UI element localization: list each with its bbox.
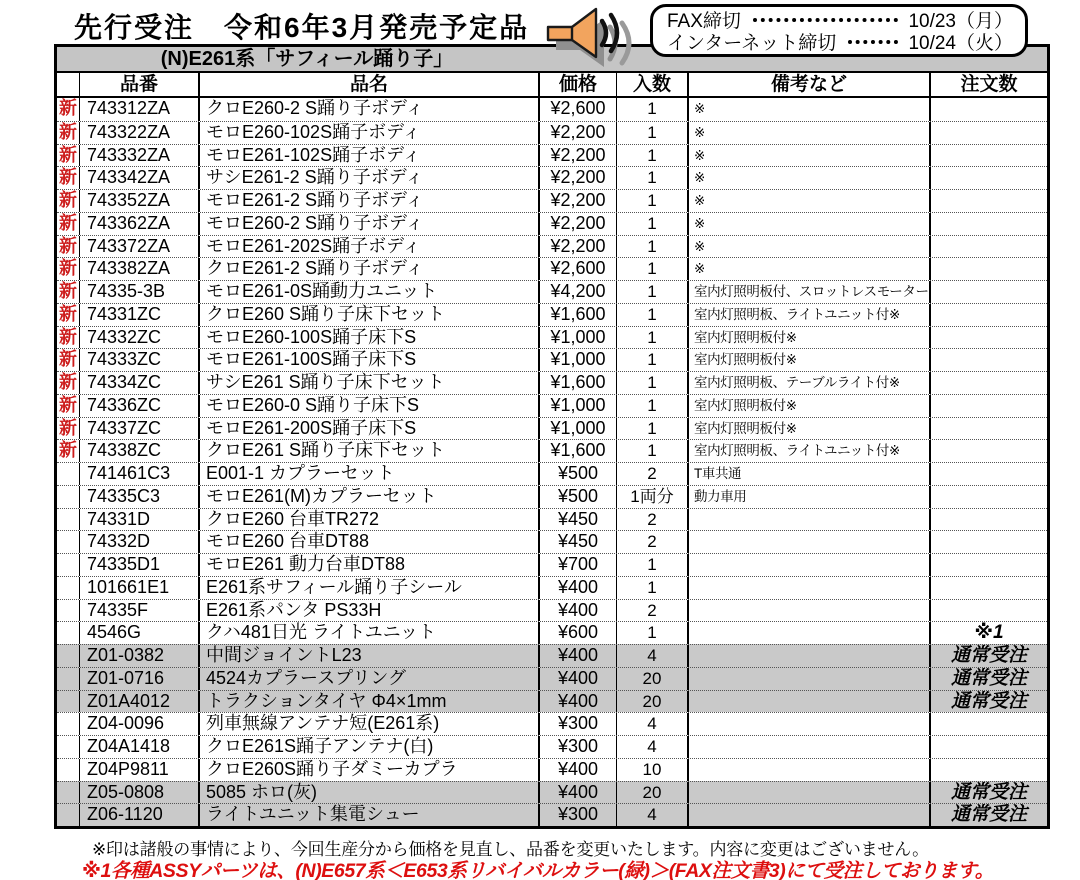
order-quantity-cell[interactable] [931,736,1047,758]
item-note: ※ [689,98,931,121]
item-pack-quantity: 1 [617,122,689,144]
item-pack-quantity: 2 [617,531,689,553]
col-header-part-number: 品番 [80,73,200,96]
item-note [689,782,931,804]
item-note [689,531,931,553]
order-quantity-cell[interactable] [931,122,1047,144]
item-name: 4524カプラースプリング [200,668,540,690]
item-price: ¥600 [540,622,617,644]
item-price: ¥500 [540,486,617,508]
item-pack-quantity: 1 [617,236,689,258]
new-badge [57,554,80,576]
item-pack-quantity: 1 [617,213,689,235]
internet-deadline-row [667,31,1013,53]
item-code: Z01A4012 [80,691,200,713]
col-header-new-marker [57,73,80,96]
table-row [57,462,1047,485]
item-price: ¥1,000 [540,349,617,371]
megaphone-svg [544,3,648,69]
order-quantity-cell[interactable] [931,600,1047,622]
item-note: 動力車用 [689,486,931,508]
table-row [57,144,1047,167]
item-name: モロE260-100S踊子床下S [200,327,540,349]
item-name: モロE260-102S踊子ボディ [200,122,540,144]
table-row [57,712,1047,735]
new-badge [57,668,80,690]
item-note: 室内灯照明板付※ [689,418,931,440]
item-name: クロE260-2 S踊り子ボディ [200,98,540,121]
item-price: ¥400 [540,782,617,804]
item-pack-quantity: 1 [617,372,689,394]
item-note [689,554,931,576]
order-quantity-cell[interactable]: 通常受注 [950,645,1027,666]
fax-deadline-label: FAX締切 [667,11,741,32]
col-header-product-name: 品名 [200,73,540,96]
table-row [57,280,1047,303]
item-price: ¥2,200 [540,145,617,167]
order-quantity-cell[interactable] [931,440,1047,462]
new-badge: 新 [57,440,80,462]
product-order-table [54,44,1050,829]
item-price: ¥1,000 [540,395,617,417]
item-price: ¥1,000 [540,418,617,440]
megaphone-icon [544,3,648,69]
item-pack-quantity: 1 [617,167,689,189]
item-price: ¥400 [540,645,617,667]
order-quantity-cell[interactable]: ※1 [974,622,1004,644]
item-note [689,736,931,758]
order-quantity-cell[interactable] [931,281,1047,303]
item-note [689,691,931,713]
item-pack-quantity: 2 [617,509,689,531]
item-note: 室内灯照明板、ライトユニット付※ [689,304,931,326]
item-name: モロE260 台車DT88 [200,531,540,553]
item-name: 5085 ホロ(灰) [200,782,540,804]
table-row [57,690,1047,713]
item-price: ¥1,600 [540,372,617,394]
table-row [57,257,1047,280]
order-quantity-cell[interactable] [931,554,1047,576]
item-code: 741461C3 [80,463,200,485]
table-row [57,781,1047,804]
item-code: 743332ZA [80,145,200,167]
item-code: Z04-0096 [80,713,200,735]
order-quantity-cell[interactable] [931,98,1047,121]
new-badge [57,782,80,804]
item-pack-quantity: 1 [617,622,689,644]
order-quantity-cell[interactable] [931,349,1047,371]
table-row [57,758,1047,781]
new-badge [57,509,80,531]
item-code: 74331ZC [80,304,200,326]
table-row [57,599,1047,622]
item-price: ¥1,600 [540,440,617,462]
item-pack-quantity: 4 [617,713,689,735]
item-price: ¥2,600 [540,258,617,280]
item-code: 743372ZA [80,236,200,258]
item-code: 74334ZC [80,372,200,394]
item-pack-quantity: 1 [617,98,689,121]
new-badge: 新 [57,167,80,189]
item-note [689,509,931,531]
new-badge [57,486,80,508]
item-pack-quantity: 1 [617,577,689,599]
footnote-assy-parts: ※1各種ASSYパーツは、(N)E657系＜E653系リバイバルカラー(緑)＞(FAX注文書3)にて受注しております。 [82,860,994,880]
order-quantity-cell[interactable] [931,395,1047,417]
item-price: ¥400 [540,759,617,781]
item-pack-quantity: 2 [617,600,689,622]
item-pack-quantity: 1 [617,440,689,462]
table-row [57,485,1047,508]
item-name: モロE261-200S踊子床下S [200,418,540,440]
item-name: 列車無線アンテナ短(E261系) [200,713,540,735]
item-code: 743352ZA [80,190,200,212]
order-quantity-cell[interactable]: 通常受注 [950,667,1027,689]
item-price: ¥450 [540,509,617,531]
item-code: 743312ZA [80,98,200,121]
table-row [57,621,1047,644]
item-name: クハ481日光 ライトユニット [200,622,540,644]
table-row [57,803,1047,826]
item-name: モロE261-2 S踊り子ボディ [200,190,540,212]
new-badge [57,531,80,553]
item-pack-quantity: 1 [617,258,689,280]
new-badge: 新 [57,327,80,349]
item-pack-quantity: 1 [617,304,689,326]
item-name: 中間ジョイントL23 [200,645,540,667]
order-quantity-cell[interactable] [931,418,1047,440]
item-name: E261系サフィール踊り子シール [200,577,540,599]
order-quantity-cell[interactable] [931,372,1047,394]
table-row [57,576,1047,599]
order-quantity-cell[interactable] [931,213,1047,235]
table-row [57,667,1047,690]
table-row [57,166,1047,189]
item-price: ¥2,200 [540,122,617,144]
item-name: モロE261 動力台車DT88 [200,554,540,576]
item-code: 74335D1 [80,554,200,576]
new-badge [57,759,80,781]
table-row [57,735,1047,758]
item-pack-quantity: 20 [617,691,689,713]
new-badge: 新 [57,304,80,326]
item-pack-quantity: 1 [617,554,689,576]
item-name: トラクションタイヤ Φ4×1mm [200,691,540,713]
item-code: 74333ZC [80,349,200,371]
item-code: 101661E1 [80,577,200,599]
item-code: 74331D [80,509,200,531]
series-title: (N)E261系「サフィール踊り子」 [160,48,454,70]
item-name: クロE260 S踊り子床下セット [200,304,540,326]
fax-deadline-date: 10/23（月） [908,11,1013,32]
order-quantity-cell[interactable] [931,304,1047,326]
item-price: ¥2,600 [540,98,617,121]
item-price: ¥450 [540,531,617,553]
item-note: 室内灯照明板、テーブルライト付※ [689,372,931,394]
item-code: 74335C3 [80,486,200,508]
order-quantity-cell[interactable]: 通常受注 [950,781,1027,803]
item-note: ※ [689,145,931,167]
table-body [57,98,1047,826]
order-quantity-cell[interactable]: 通常受注 [950,804,1027,826]
item-pack-quantity: 1 [617,145,689,167]
item-code: Z04A1418 [80,736,200,758]
item-code: 74337ZC [80,418,200,440]
table-row [57,235,1047,258]
new-badge: 新 [57,122,80,144]
col-header-notes: 備考など [689,73,931,96]
item-name: モロE261-100S踊子床下S [200,349,540,371]
new-badge: 新 [57,418,80,440]
item-price: ¥1,000 [540,327,617,349]
item-name: クロE261S踊子アンテナ(白) [200,736,540,758]
new-badge [57,736,80,758]
item-pack-quantity: 20 [617,668,689,690]
table-row [57,212,1047,235]
table-row [57,326,1047,349]
item-code: 74336ZC [80,395,200,417]
table-row [57,98,1047,121]
item-name: E261系パンタ PS33H [200,600,540,622]
item-note: ※ [689,213,931,235]
item-price: ¥2,200 [540,213,617,235]
table-row [57,530,1047,553]
item-code: Z04P9811 [80,759,200,781]
item-pack-quantity: 1 [617,190,689,212]
new-badge [57,691,80,713]
item-note: ※ [689,167,931,189]
table-row [57,121,1047,144]
page-title: 先行受注 令和6年3月発売予定品 [74,12,530,43]
item-pack-quantity: 4 [617,645,689,667]
item-price: ¥4,200 [540,281,617,303]
item-code: 74335-3B [80,281,200,303]
footnote-price-revision: ※印は諸般の事情により、今回生産分から価格を見直し、品番を変更いたします。内容に変更はございません。 [92,840,929,859]
item-name: モロE260-0 S踊り子床下S [200,395,540,417]
table-row [57,189,1047,212]
deadline-box [650,4,1028,57]
item-note [689,713,931,735]
dotted-leader [753,18,899,22]
item-note: 室内灯照明板付、スロットレスモーター [689,281,931,303]
item-pack-quantity: 20 [617,782,689,804]
order-quantity-cell[interactable] [931,531,1047,553]
item-note [689,759,931,781]
table-row [57,371,1047,394]
item-pack-quantity: 10 [617,759,689,781]
order-quantity-cell[interactable] [931,509,1047,531]
item-price: ¥2,200 [540,167,617,189]
item-name: サシE261-2 S踊り子ボディ [200,167,540,189]
col-header-price: 価格 [540,73,617,96]
table-row [57,417,1047,440]
new-badge [57,622,80,644]
item-code: 74332D [80,531,200,553]
new-badge [57,463,80,485]
item-note: 室内灯照明板付※ [689,327,931,349]
item-price: ¥300 [540,736,617,758]
new-badge: 新 [57,372,80,394]
internet-deadline-label: インターネット締切 [667,33,837,54]
item-name: モロE260-2 S踊り子ボディ [200,213,540,235]
item-code: 743382ZA [80,258,200,280]
new-badge: 新 [57,281,80,303]
item-code: Z06-1120 [80,804,200,826]
item-name: ライトユニット集電シュー [200,804,540,826]
new-badge: 新 [57,349,80,371]
item-note [689,600,931,622]
item-note: T車共通 [689,463,931,485]
item-pack-quantity: 1 [617,418,689,440]
item-code: 743322ZA [80,122,200,144]
item-code: 743342ZA [80,167,200,189]
new-badge [57,804,80,826]
item-note: 室内灯照明板付※ [689,349,931,371]
item-price: ¥300 [540,713,617,735]
new-badge: 新 [57,190,80,212]
item-price: ¥1,600 [540,304,617,326]
internet-deadline-date: 10/24（火） [908,33,1013,54]
item-price: ¥400 [540,600,617,622]
item-pack-quantity: 1 [617,349,689,371]
item-name: サシE261 S踊り子床下セット [200,372,540,394]
item-note: 室内灯照明板、ライトユニット付※ [689,440,931,462]
item-note: ※ [689,258,931,280]
order-quantity-cell[interactable] [931,759,1047,781]
item-note: ※ [689,236,931,258]
item-price: ¥2,200 [540,236,617,258]
new-badge [57,713,80,735]
order-quantity-cell[interactable] [931,486,1047,508]
new-badge [57,645,80,667]
order-quantity-cell[interactable] [931,327,1047,349]
new-badge: 新 [57,236,80,258]
item-code: Z01-0716 [80,668,200,690]
col-header-order-qty: 注文数 [960,74,1018,95]
item-code: Z01-0382 [80,645,200,667]
table-row [57,303,1047,326]
order-quantity-cell[interactable] [931,167,1047,189]
item-note: ※ [689,190,931,212]
item-note [689,668,931,690]
item-note [689,622,931,644]
item-name: モロE261-0S踊動力ユニット [200,281,540,303]
new-badge [57,577,80,599]
table-row [57,439,1047,462]
item-price: ¥700 [540,554,617,576]
dotted-leader [848,40,898,44]
item-note: ※ [689,122,931,144]
item-name: E001-1 カプラーセット [200,463,540,485]
order-quantity-cell[interactable] [931,713,1047,735]
table-row [57,553,1047,576]
item-pack-quantity: 1 [617,281,689,303]
item-code: 743362ZA [80,213,200,235]
new-badge: 新 [57,145,80,167]
item-name: クロE260S踊り子ダミーカプラ [200,759,540,781]
item-code: Z05-0808 [80,782,200,804]
order-quantity-cell[interactable] [931,577,1047,599]
table-row [57,394,1047,417]
item-price: ¥2,200 [540,190,617,212]
item-code: 74332ZC [80,327,200,349]
table-header-row [57,73,1047,98]
item-name: クロE260 台車TR272 [200,509,540,531]
item-pack-quantity: 1 [617,395,689,417]
item-code: 74335F [80,600,200,622]
new-badge: 新 [57,213,80,235]
table-row [57,644,1047,667]
new-badge [57,600,80,622]
order-quantity-cell[interactable] [931,145,1047,167]
item-price: ¥400 [540,668,617,690]
item-name: クロE261-2 S踊り子ボディ [200,258,540,280]
item-code: 4546G [80,622,200,644]
table-row [57,508,1047,531]
col-header-pack-qty: 入数 [617,73,689,96]
new-badge: 新 [57,98,80,121]
new-badge: 新 [57,395,80,417]
table-row [57,348,1047,371]
order-quantity-cell[interactable] [931,258,1047,280]
order-quantity-cell[interactable]: 通常受注 [950,690,1027,712]
item-pack-quantity: 4 [617,804,689,826]
item-price: ¥500 [540,463,617,485]
item-note [689,577,931,599]
item-pack-quantity: 2 [617,463,689,485]
item-name: モロE261-102S踊子ボディ [200,145,540,167]
order-quantity-cell[interactable] [931,190,1047,212]
item-name: モロE261(M)カプラーセット [200,486,540,508]
item-price: ¥300 [540,804,617,826]
item-note [689,645,931,667]
item-name: クロE261 S踊り子床下セット [200,440,540,462]
new-badge: 新 [57,258,80,280]
item-price: ¥400 [540,577,617,599]
order-quantity-cell[interactable] [931,463,1047,485]
item-pack-quantity: 1両分 [617,486,689,508]
item-pack-quantity: 4 [617,736,689,758]
item-price: ¥400 [540,691,617,713]
item-note [689,804,931,826]
order-quantity-cell[interactable] [931,236,1047,258]
item-pack-quantity: 1 [617,327,689,349]
item-code: 74338ZC [80,440,200,462]
item-name: モロE261-202S踊子ボディ [200,236,540,258]
item-note: 室内灯照明板付※ [689,395,931,417]
